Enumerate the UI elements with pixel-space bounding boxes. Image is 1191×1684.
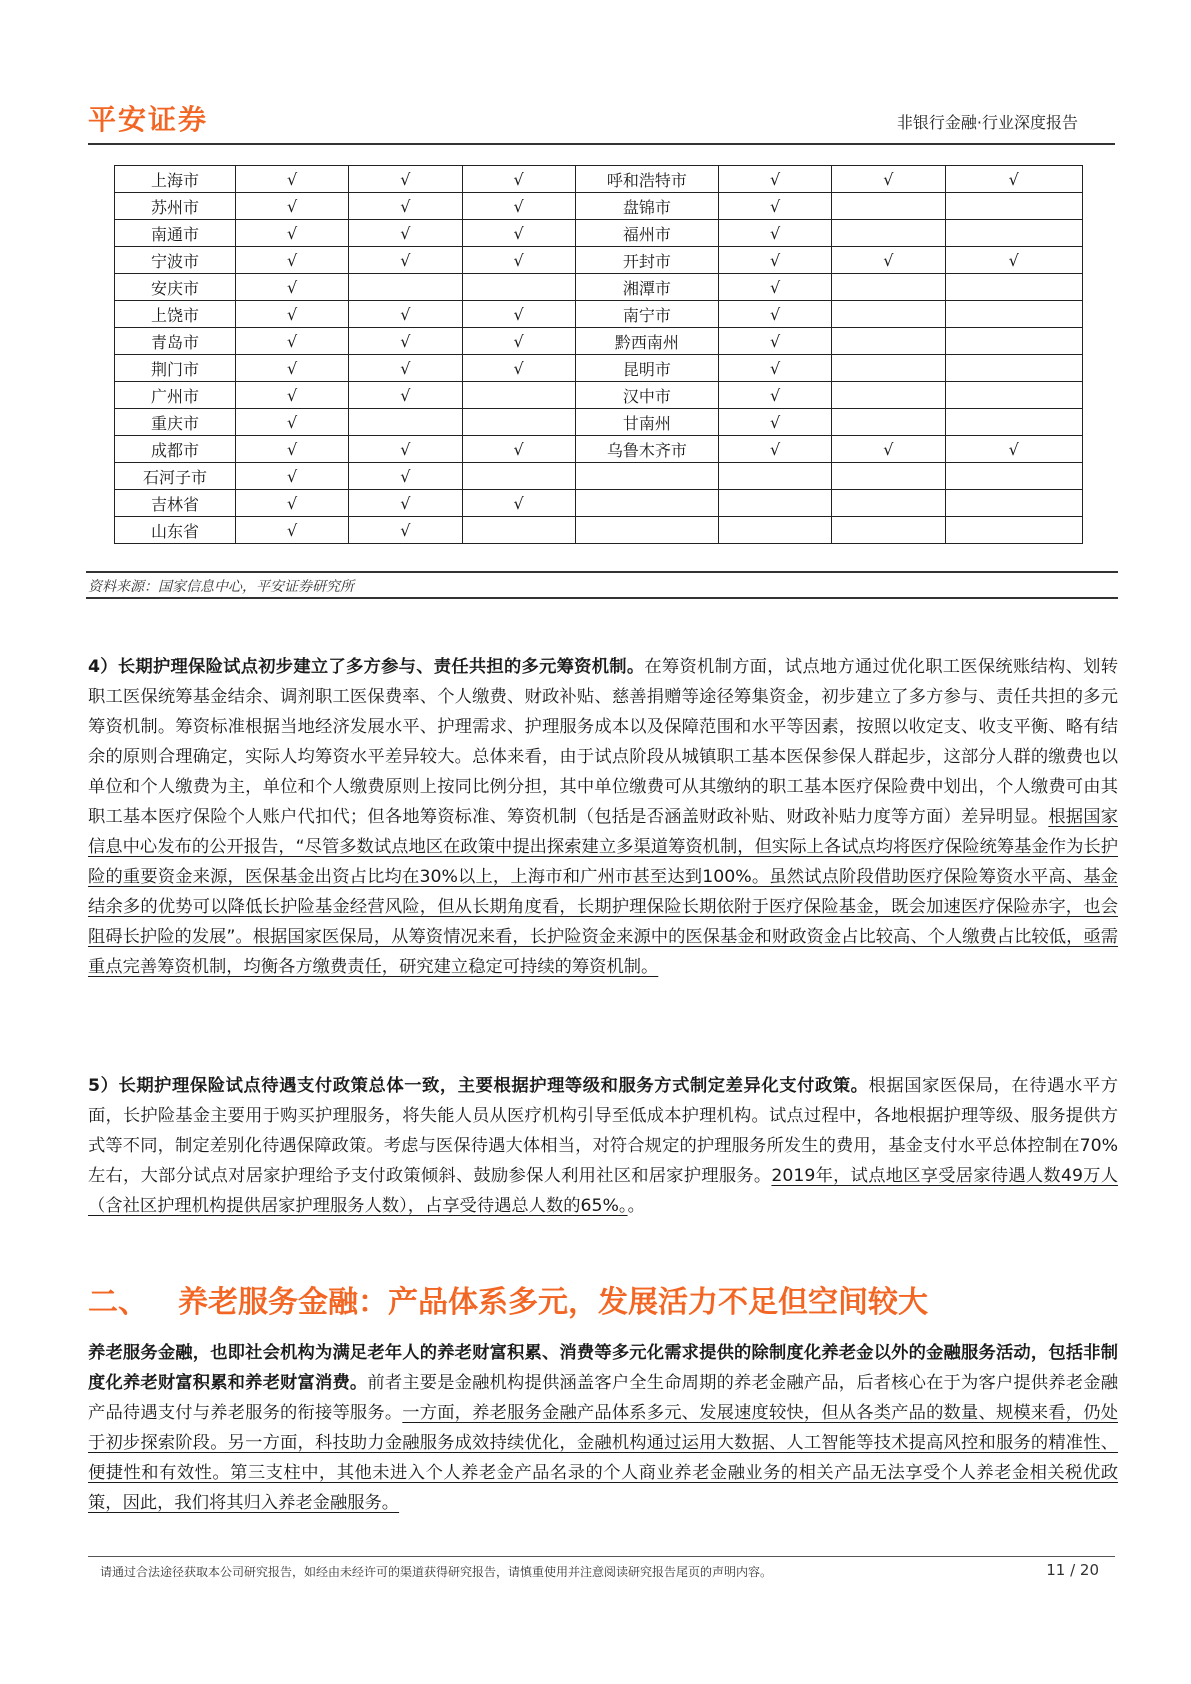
check-cell: √ [349, 490, 462, 517]
check-cell: √ [719, 436, 832, 463]
check-cell [832, 382, 945, 409]
region-cell: 重庆市 [115, 409, 236, 436]
region-cell: 汉中市 [575, 382, 718, 409]
region-cell: 吉林省 [115, 490, 236, 517]
check-cell: √ [236, 247, 349, 274]
table-row [115, 220, 1083, 247]
check-cell [945, 220, 1083, 247]
check-cell: √ [236, 463, 349, 490]
check-cell: √ [236, 490, 349, 517]
check-cell: √ [719, 382, 832, 409]
check-cell [349, 274, 462, 301]
check-cell: √ [349, 463, 462, 490]
region-cell: 南通市 [115, 220, 236, 247]
region-cell: 上海市 [115, 166, 236, 193]
check-cell: √ [462, 436, 575, 463]
check-cell [945, 328, 1083, 355]
check-cell [832, 490, 945, 517]
check-cell: √ [462, 490, 575, 517]
check-cell [945, 490, 1083, 517]
region-cell: 荆门市 [115, 355, 236, 382]
check-cell: √ [349, 382, 462, 409]
check-cell [719, 517, 832, 544]
region-cell: 广州市 [115, 382, 236, 409]
region-cell: 宁波市 [115, 247, 236, 274]
check-cell: √ [832, 166, 945, 193]
paragraph-lead: 4）长期护理保险试点初步建立了多方参与、责任共担的多元筹资机制。 [88, 657, 645, 677]
check-cell: √ [236, 193, 349, 220]
check-cell [945, 301, 1083, 328]
paragraph-lead: 5）长期护理保险试点待遇支付政策总体一致，主要根据护理等级和服务方式制定差异化支付政策。 [88, 1076, 869, 1096]
check-cell: √ [236, 328, 349, 355]
region-cell: 甘南州 [575, 409, 718, 436]
check-cell: √ [832, 247, 945, 274]
region-cell: 南宁市 [575, 301, 718, 328]
check-cell [945, 409, 1083, 436]
check-cell: √ [236, 409, 349, 436]
report-type: 非银行金融·行业深度报告 [896, 113, 1078, 132]
check-cell: √ [945, 436, 1083, 463]
check-cell: √ [719, 247, 832, 274]
region-cell [575, 490, 718, 517]
check-cell: √ [236, 301, 349, 328]
check-cell: √ [349, 328, 462, 355]
check-cell: √ [349, 193, 462, 220]
source-bottom-rule [86, 597, 1118, 599]
paragraph-body: 在筹资机制方面，试点地方通过优化职工医保统账结构、划转职工医保统筹基金结余、调剂职工医保费率、个人缴费、财政补贴、慈善捐赠等途径筹集资金，初步建立了多方参与、责任共担的多元筹资机制。筹资标准根据当地经济发展水平、护理需求、护理服务成本以及保障范围和水平等因素，按照以收定支、收支平衡、略有结余的原则合理确定，实际人均筹资水平差异较大。总体来看，由于试点阶段从城镇职工基本医保参保人群起步，这部分人群的缴费也以单位和个人缴费为主，单位和个人缴费原则上按同比例分担，其中单位缴费可从其缴纳的职工基本医疗保险费中划出，个人缴费可由其职工基本医疗保险个人账户代扣代；但各地筹资标准、筹资机制（包括是否涵盖财政补贴、财政补贴力度等方面）差异明显。 [88, 657, 1118, 827]
check-cell [832, 517, 945, 544]
table-row [115, 274, 1083, 301]
check-cell: √ [236, 274, 349, 301]
footer-divider [88, 1556, 1115, 1557]
source-top-rule [86, 571, 1118, 573]
paragraph-underlined: 根据国家信息中心发布的公开报告，“尽管多数试点地区在政策中提出探索建立多渠道筹资机制，但实际上各试点均将医疗保险统筹基金作为长护险的重要资金来源，医保基金出资占比均在30%以上，上海市和广州市甚至达到100%。虽然试点阶段借助医疗保险筹资水平高、基金结余多的优势可以降低长护险基金经营风险，但从长期角度看，长期护理保险长期依附于医疗保险基金，既会加速医疗保险赤字，也会阻碍长护险的发展”。根据国家医保局，从筹资情况来看，长护险资金来源中的医保基金和财政资金占比较高、个人缴费占比较低，亟需重点完善筹资机制，均衡各方缴费责任，研究建立稳定可持续的筹资机制。 [88, 807, 1118, 977]
region-cell: 乌鲁木齐市 [575, 436, 718, 463]
check-cell [462, 409, 575, 436]
check-cell [462, 517, 575, 544]
check-cell: √ [719, 301, 832, 328]
table-row [115, 328, 1083, 355]
table-row [115, 463, 1083, 490]
section-title-text: 养老服务金融：产品体系多元，发展活力不足但空间较大 [178, 1285, 928, 1320]
table-source: 资料来源：国家信息中心，平安证券研究所 [88, 579, 354, 595]
check-cell: √ [236, 382, 349, 409]
paragraph-underlined: 一方面，养老服务金融产品体系多元、发展速度较快，但从各类产品的数量、规模来看，仍处于初步探索阶段。另一方面，科技助力金融服务成效持续优化，金融机构通过运用大数据、人工智能等技术提高风控和服务的精准性、便捷性和有效性。第三支柱中，其他未进入个人养老金产品名录的个人商业养老金融业务的相关产品无法享受个人养老金相关税优政策，因此，我们将其归入养老金融服务。 [88, 1403, 1118, 1513]
company-logo: 平安证券 [88, 103, 209, 136]
check-cell [832, 274, 945, 301]
table-row [115, 247, 1083, 274]
check-cell [945, 274, 1083, 301]
region-cell [575, 517, 718, 544]
check-cell [462, 382, 575, 409]
check-cell: √ [236, 517, 349, 544]
section-heading [88, 1277, 928, 1321]
paragraph-body: 根据国家医保局，在待遇水平方面，长护险基金主要用于购买护理服务，将失能人员从医疗机构引导至低成本护理机构。试点过程中，各地根据护理等级、服务提供方式等不同，制定差别化待遇保障政策。考虑与医保待遇大体相当，对符合规定的护理服务所发生的费用，基金支付水平总体控制在70%左右，大部分试点对居家护理给予支付政策倾斜、鼓励参保人利用社区和居家护理服务。 [88, 1076, 1118, 1186]
region-cell: 湘潭市 [575, 274, 718, 301]
region-cell: 昆明市 [575, 355, 718, 382]
page-number: 11 / 20 [1046, 1561, 1099, 1579]
check-cell [945, 355, 1083, 382]
check-cell [945, 517, 1083, 544]
region-cell: 上饶市 [115, 301, 236, 328]
paragraph-lead: 养老服务金融，也即社会机构为满足老年人的养老财富积累、消费等多元化需求提供的除制度化养老金以外的金融服务活动，包括非制度化养老财富积累和养老财富消费。 [88, 1343, 1118, 1393]
check-cell [349, 409, 462, 436]
region-cell: 盘锦市 [575, 193, 718, 220]
check-cell [945, 193, 1083, 220]
check-cell: √ [462, 166, 575, 193]
check-cell: √ [462, 328, 575, 355]
table-row [115, 436, 1083, 463]
check-cell: √ [349, 517, 462, 544]
check-cell: √ [719, 355, 832, 382]
table-row [115, 517, 1083, 544]
check-cell: √ [832, 436, 945, 463]
region-cell: 山东省 [115, 517, 236, 544]
check-cell [719, 463, 832, 490]
region-cell: 开封市 [575, 247, 718, 274]
check-cell [832, 328, 945, 355]
check-cell [832, 301, 945, 328]
table-row [115, 301, 1083, 328]
check-cell: √ [349, 220, 462, 247]
table-row [115, 382, 1083, 409]
check-cell: √ [462, 301, 575, 328]
table-row [115, 490, 1083, 517]
region-cell: 石河子市 [115, 463, 236, 490]
check-cell: √ [236, 355, 349, 382]
check-cell [462, 274, 575, 301]
section-number: 二、 [88, 1285, 148, 1320]
check-cell: √ [349, 166, 462, 193]
region-cell: 呼和浩特市 [575, 166, 718, 193]
check-cell [945, 463, 1083, 490]
check-cell: √ [462, 247, 575, 274]
region-cell: 安庆市 [115, 274, 236, 301]
region-cell: 黔西南州 [575, 328, 718, 355]
check-cell [832, 220, 945, 247]
paragraph-benefit-payment [88, 1071, 1118, 1221]
footer-disclaimer: 请通过合法途径获取本公司研究报告，如经由未经许可的渠道获得研究报告，请慎重使用并注意阅读研究报告尾页的声明内容。 [100, 1565, 773, 1579]
check-cell: √ [945, 247, 1083, 274]
check-cell [945, 382, 1083, 409]
region-cell: 青岛市 [115, 328, 236, 355]
check-cell: √ [236, 166, 349, 193]
check-cell [832, 463, 945, 490]
check-cell [462, 463, 575, 490]
paragraph-elderly-finance [88, 1338, 1118, 1518]
check-cell: √ [719, 220, 832, 247]
paragraph-underlined: 2019年，试点地区享受居家待遇人数49万人（含社区护理机构提供居家护理服务人数），占享受待遇总人数的65%。 [88, 1166, 1118, 1216]
check-cell: √ [719, 166, 832, 193]
check-cell: √ [462, 220, 575, 247]
check-cell: √ [349, 355, 462, 382]
check-cell: √ [236, 220, 349, 247]
check-cell: √ [349, 301, 462, 328]
check-cell: √ [719, 193, 832, 220]
check-cell [719, 490, 832, 517]
table-row [115, 409, 1083, 436]
table-row [115, 355, 1083, 382]
region-cell: 成都市 [115, 436, 236, 463]
check-cell: √ [719, 409, 832, 436]
paragraph-tail: 。 [627, 1196, 645, 1216]
table-row [115, 193, 1083, 220]
check-cell [832, 409, 945, 436]
check-cell [832, 193, 945, 220]
check-cell: √ [462, 193, 575, 220]
check-cell: √ [719, 328, 832, 355]
paragraph-body: 前者主要是金融机构提供涵盖客户全生命周期的养老金融产品，后者核心在于为客户提供养老金融产品待遇支付与养老服务的衔接等服务。 [88, 1373, 1118, 1423]
region-cell: 福州市 [575, 220, 718, 247]
table-row [115, 166, 1083, 193]
check-cell: √ [945, 166, 1083, 193]
pilot-cities-table [114, 165, 1083, 544]
region-cell [575, 463, 718, 490]
check-cell [832, 355, 945, 382]
region-cell: 苏州市 [115, 193, 236, 220]
check-cell: √ [462, 355, 575, 382]
check-cell: √ [236, 436, 349, 463]
check-cell: √ [719, 274, 832, 301]
paragraph-financing-mechanism [88, 652, 1118, 982]
check-cell: √ [349, 436, 462, 463]
check-cell: √ [349, 247, 462, 274]
header-divider [88, 143, 1115, 145]
